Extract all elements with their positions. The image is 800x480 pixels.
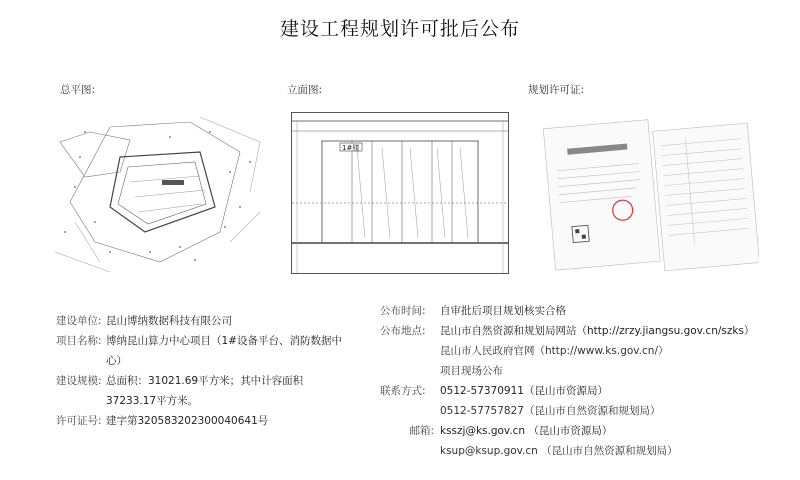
elevation-label: 1#楼 — [342, 144, 360, 152]
construction-scale-label: 建设规模: — [56, 375, 102, 387]
contact-phone-1: 0512-57370911（昆山市资源局） — [440, 385, 608, 397]
elevation-image — [291, 112, 509, 274]
permit-certificate-image — [541, 112, 759, 274]
publish-place-link-1[interactable]: 昆山市自然资源和规划局网站（http://zrzy.jiangsu.gov.cn/szks） — [440, 325, 755, 337]
email-value-1[interactable]: ksszj@ks.gov.cn （昆山市资源局） — [440, 425, 613, 437]
publish-place-link-2[interactable]: 昆山市人民政府官网（http://www.ks.gov.cn/） — [440, 345, 669, 357]
permit-caption: 规划许可证: — [528, 84, 585, 96]
email-label: 邮箱: — [409, 425, 434, 437]
publish-date-label: 公布时间: — [380, 305, 426, 317]
elevation-drawing — [292, 113, 508, 273]
publish-date-value: 自审批后项目规划核实合格 — [440, 305, 566, 317]
publish-date-row — [380, 301, 780, 321]
project-name-value: 博纳昆山算力中心项目（1#设备平台、消防数据中心） — [106, 335, 342, 367]
publish-place-row — [380, 321, 780, 341]
site-plan-drawing — [50, 112, 268, 274]
contact-phone-2: 0512-57757827（昆山市自然资源和规划局） — [440, 405, 661, 417]
construction-scale-value: 总面积：31021.69平方米；其中计容面积37233.17平方米。 — [106, 375, 304, 407]
publish-place-onsite: 项目现场公布 — [440, 365, 503, 377]
project-name-label: 项目名称: — [56, 335, 102, 347]
site-plan-image — [50, 112, 268, 274]
contact-label: 联系方式: — [380, 385, 426, 397]
site-plan-caption: 总平图: — [60, 84, 96, 96]
permit-number-label: 许可证号: — [56, 415, 102, 427]
construction-unit-label: 建设单位: — [56, 315, 102, 327]
email-row — [380, 421, 780, 441]
construction-unit-value: 昆山博纳数据科技有限公司 — [106, 315, 232, 327]
email-value-2[interactable]: ksup@ksup.gov.cn （昆山市自然资源和规划局） — [440, 445, 678, 457]
project-name-row — [56, 331, 346, 371]
project-info — [56, 311, 346, 431]
page-title: 建设工程规划许可批后公布 — [279, 18, 520, 40]
elevation-caption: 立面图: — [287, 84, 323, 96]
contact-row — [380, 381, 780, 401]
permit-number-row — [56, 411, 346, 431]
construction-scale-row — [56, 371, 346, 411]
publish-place-label: 公布地点: — [380, 325, 426, 337]
publication-info — [380, 301, 780, 461]
permit-drawing — [541, 112, 759, 274]
permit-number-value: 建字第320583202300040641号 — [106, 415, 269, 427]
construction-unit-row — [56, 311, 346, 331]
